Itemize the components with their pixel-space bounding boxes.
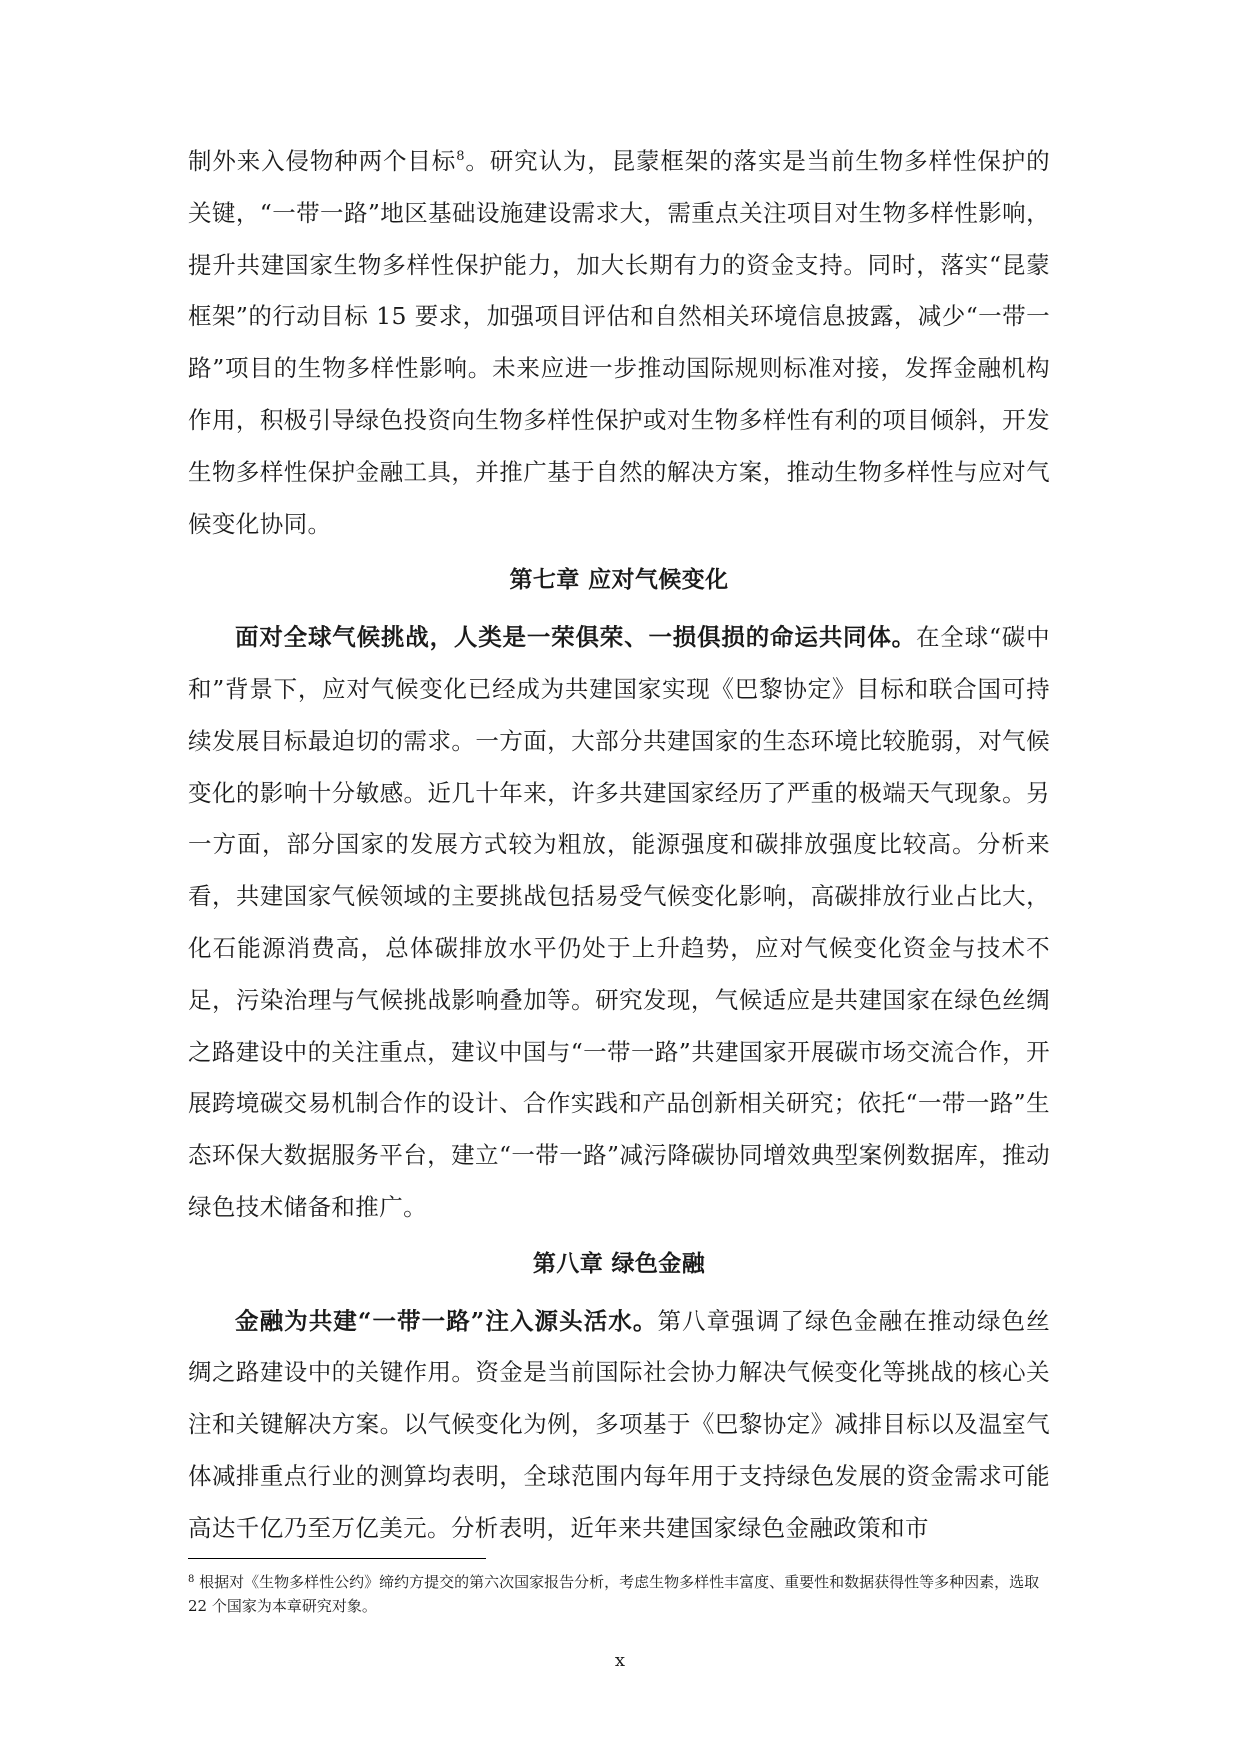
footnote-divider [188, 1558, 486, 1559]
paragraph-climate-change [188, 612, 1050, 1234]
footnote-text: 根据对《生物多样性公约》缔约方提交的第六次国家报告分析，考虑生物多样性丰富度、重要性和数据获得性等多种因素，选取 22 个国家为本章研究对象。 [188, 1573, 1040, 1615]
footnote-marker: 8 [188, 1574, 195, 1585]
paragraph-text: 制外来入侵物种两个目标 [188, 147, 457, 175]
paragraph-lead: 金融为共建“一带一路”注入源头活水。 [235, 1306, 658, 1335]
paragraph-biodiversity-conclusion [188, 136, 1050, 550]
paragraph-green-finance [188, 1296, 1050, 1555]
chapter-8-heading: 第八章 绿色金融 [532, 1250, 706, 1277]
footnote-reference: 8 [456, 149, 465, 164]
page-number: x [614, 1650, 626, 1671]
footnote [188, 1570, 1050, 1618]
body-text [188, 136, 1050, 1555]
paragraph-text: 第八章强调了绿色金融在推动绿色丝绸之路建设中的关键作用。资金是当前国际社会协力解决气候变化等挑战的核心关注和关键解决方案。以气候变化为例，多项基于《巴黎协定》减排目标以及温室气体减排重点行业的测算均表明，全球范围内每年用于支持绿色发展的资金需求可能高达千亿乃至万亿美元。分析表明，近年来共建国家绿色金融政策和市 [188, 1306, 1051, 1542]
paragraph-text: 。研究认为，昆蒙框架的落实是当前生物多样性保护的关键，“一带一路”地区基础设施建设需求大，需重点关注项目对生物多样性影响，提升共建国家生物多样性保护能力，加大长期有力的资金支持。同时，落实“昆蒙框架”的行动目标 15 要求，加强项目评估和自然相关环境信息披露，减少“一带一路”项目的生物多样性影响。未来应进一步推动国际规则标准对接，发挥金融机构作用，积极引导绿色投资向生物多样性保护或对生物多样性有利的项目倾斜，开发生物多样性保护金融工具，并推广基于自然的解决方案，推动生物多样性与应对气候变化协同。 [188, 147, 1050, 538]
paragraph-lead: 面对全球气候挑战，人类是一荣俱荣、一损俱损的命运共同体。 [235, 623, 916, 652]
paragraph-text: 在全球“碳中和”背景下，应对气候变化已经成为共建国家实现《巴黎协定》目标和联合国可持续发展目标最迫切的需求。一方面，大部分共建国家的生态环境比较脆弱，对气候变化的影响十分敏感。近几十年来，许多共建国家经历了严重的极端天气现象。另一方面，部分国家的发展方式较为粗放，能源强度和碳排放强度比较高。分析来看，共建国家气候领域的主要挑战包括易受气候变化影响，高碳排放行业占比大，化石能源消费高，总体碳排放水平仍处于上升趋势，应对气候变化资金与技术不足，污染治理与气候挑战影响叠加等。研究发现，气候适应是共建国家在绿色丝绸之路建设中的关注重点，建议中国与“一带一路”共建国家开展碳市场交流合作，开展跨境碳交易机制合作的设计、合作实践和产品创新相关研究；依托“一带一路”生态环保大数据服务平台，建立“一带一路”减污降碳协同增效典型案例数据库，推动绿色技术储备和推广。 [188, 623, 1051, 1221]
chapter-7-heading: 第七章 应对气候变化 [509, 567, 729, 594]
